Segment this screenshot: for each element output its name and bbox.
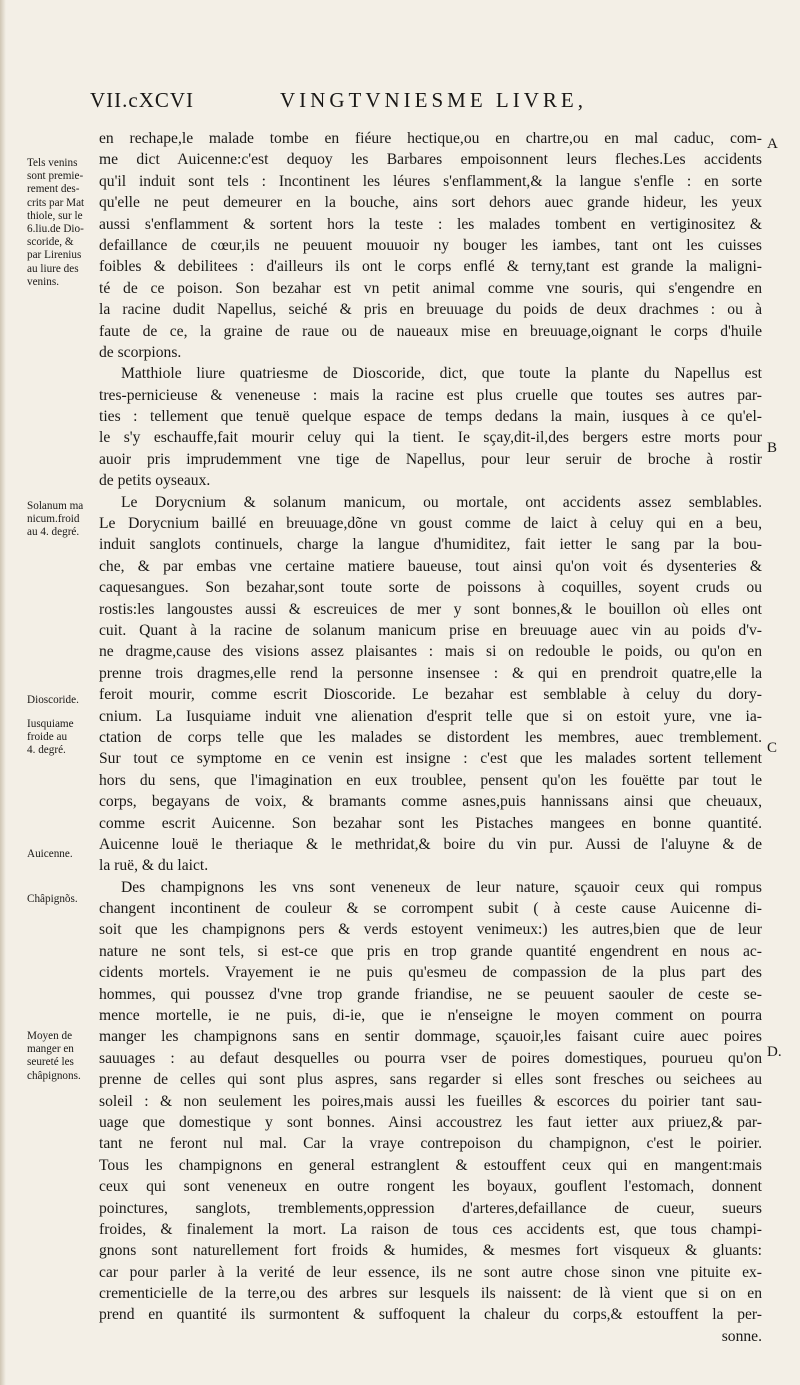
margin-note-line: Iusquiame [27,718,74,730]
text-line: manger les champignons sans en sentir dommage, sçauoir,les faisant cuire auec poires [99,1028,762,1046]
text-line: prend en quantité ils surmontent & suffoquent la chaleur du corps,& estouffent la per- [99,1306,762,1324]
text-line: té de ce poison. Son bezahar est vn petit animal comme vne souris, qui s'engendre en [99,279,762,297]
margin-note-line: sont premie- [27,170,84,183]
text-line: tant ne feront nul mal. Car la vraye contrepoison du champignon, c'est le poirier. [99,1135,762,1153]
text-line: froides, & finalement la mort. La raison de tous ces accidents est, que tous champi- [99,1220,762,1238]
text-line: foibles & debilitees : d'ailleurs ils ont le corps enflé & terny,tant est grande la maligni- [99,258,762,276]
text-line: aussi s'enflamment & sortent hors la teste : les malades tombent en vertiginositez & [99,215,762,233]
margin-note [27,848,101,861]
margin-note-line: manger en [27,1043,74,1056]
text-line: defaillance de cœur,ils ne peuuent mouuoir ny bouger les iambes, tant ont les cuisses [99,236,762,254]
text-line: Des champignons les vns sont veneneux de leur nature, sçauoir ceux qui rompus [121,878,762,896]
text-line: feroit mourir, comme escrit Dioscoride. Le bezahar est semblable à celuy du dory- [99,686,762,704]
text-line: ne dragme,cause des visions assez plaisantes : mais si on redouble le poids, ou qu'on en [99,643,762,661]
margin-note [27,694,101,707]
text-line: Sur tout ce symptome en ce venin est insigne : c'est que les malades sortent tellement [99,750,762,768]
text-line: cnium. La Iusquiame induit vne alienation d'esprit telle que si on estoit yure, vne ia- [99,707,762,725]
margin-note-line: thiole, sur le [27,209,83,222]
text-line: hommes, qui poussez d'vne trop grande friandise, ne se peuuent saouler de ceste se- [99,985,762,1003]
text-line: Le Dorycnium & solanum manicum, ou mortale, ont accidents assez semblables. [121,493,762,511]
text-line: rostis:les langoustes aussi & escreuices de mer y sont bonnes,& le bouillon où elles ont [99,600,762,618]
section-letter: C [767,740,778,756]
margin-note-line: venins. [27,275,60,288]
section-letter: D. [767,1044,782,1060]
text-line: prenne trois dragmes,elle rend la personne insensee : & qui en prendroit quatre,elle la [99,664,762,682]
margin-note-line: 4. degré. [27,744,66,757]
running-title: VINGTVNIESME LIVRE, [280,88,587,112]
text-line: induit sanglots continuels, charge la langue d'humiditez, fait ietter le sang par la bou- [99,536,762,554]
text-line: car pour parler à la verité de leur essence, ils ne sont autre chose sinon vne pituite ex- [99,1263,762,1281]
margin-note-line: châpignons. [27,1069,81,1082]
text-line: tres-pernicieuse & veneneuse : mais la racine est plus cruelle que toutes ses autres par- [99,386,762,404]
text-line: mence mortelle, ie ne puis, di-ie, que ie n'enseigne le moyen comment on pourra [99,1007,762,1025]
margin-note-line: Tels venins [27,157,78,169]
margin-note-line: scoride, & [27,236,74,249]
text-line: corps, begayans de voix, & bramants comme asnes,puis hannissans ainsi que cheuaux, [99,793,762,811]
text-line: hors du sens, que l'imagination en eux troublee, pensent qu'on les fouëtte par tout le [99,771,762,789]
text-line: cuit. Quant à la racine de solanum manicum prise en breuuage auec vin au poids d'v- [99,621,762,639]
margin-note-line: Auicenne. [27,848,73,860]
page-gutter-shadow [0,0,6,1385]
text-line: qu'elle ne peut demeurer en la bouche, ains sort dehors auec grande hideur, les yeux [99,194,762,212]
margin-note [27,500,101,540]
margin-note-line: crits par Mat [27,196,85,209]
text-line: le s'y eschauffe,fait mourir celuy qui la tient. Ie sçay,dit-il,des bergers estre morts pour [99,429,762,447]
text-line: ceux qui sont veneneux en outre rongent les boyaux, gouflent l'estomach, donnent [99,1178,762,1196]
text-line: crementicielle de la terre,ou des arbres sur lesquels ils naissent: de là vient que si on en [99,1285,762,1303]
margin-note [27,1030,101,1083]
text-line: sauuages : au defaut desquelles ou pourra vser de poires domestiques, pourueu qu'on [99,1049,762,1067]
text-line: sonne. [721,1327,762,1345]
margin-note-line: nicum.froid [27,513,80,526]
text-line: che, & par embas vne certaine matiere baueuse, tout ainsi qu'on voit és dysenteries & [99,557,762,575]
margin-note-line: 6.liu.de Dio- [27,223,84,236]
text-line: ties : tellement que tenuë quelque espace de temps dedans la main, iusques à ce qu'el- [99,408,762,426]
text-line: gnons sont naturellement fort froids & humides, & mesmes fort visqueux & gluants: [99,1242,762,1260]
margin-note-line: au 4. degré. [27,526,80,539]
text-line: prenne de celles qui sont plus aspres, sans regarder si elles sont fresches ou seichees au [99,1071,762,1089]
text-line: de scorpions. [99,343,182,361]
text-line: en rechape,le malade tombe en fiéure hectique,ou en chartre,ou en mal caduc, com- [99,130,762,147]
margin-note [27,157,101,289]
margin-note-line: Dioscoride. [27,694,79,706]
margin-note-line: au liure des [27,262,79,275]
margin-note-line: seureté les [27,1056,74,1069]
text-line: la racine dudit Napellus, seiché & pris en breuuage du poids de deux drachmes : ou à [99,301,762,319]
margin-note-line: froide au [27,731,68,744]
margin-note-line: rement des- [27,183,80,196]
text-line: poinctures, sanglots, tremblements,oppression d'arteres,defaillance de cueur, sueurs [99,1199,762,1217]
page-header [90,88,650,118]
text-line: nature ne sont tels, si est-ce que pris en trop grande quantité engendrent en nous ac- [99,942,762,960]
text-line: uage que domestique y sont bonnes. Ainsi accoustrez les faut ietter aux priuez,& par- [99,1113,762,1131]
text-line: soleil : & non seulement les poires,mais aussi les fueilles & escorces du poirier tant sau- [99,1092,762,1110]
text-line: comme escrit Auicenne. Son bezahar sont les Pistaches mangees en bonne quantité. [99,814,762,832]
margin-note [27,718,101,758]
text-line: Matthiole liure quatriesme de Dioscoride, dict, que toute la plante du Napellus est [121,365,762,383]
margin-note-line: Châpignõs. [27,893,78,905]
text-line: de petits oyseaux. [99,472,211,490]
margin-note-line: par Lirenius [27,249,82,262]
text-line: caquesangues. Son bezahar,sont toute sorte de poissons à coquilles, soyent cruds ou [99,579,762,597]
margin-note [27,893,101,906]
margin-note-line: Solanum ma [27,500,84,512]
body-text [99,128,762,1347]
section-letter: B [767,440,778,456]
text-line: cidents mortels. Vrayement ie ne puis qu'esmeu de compassion de la plus part des [99,964,762,982]
text-line: faute de ce, la graine de raue ou de naueaux mise en breuuage,oignant le corps d'huile [99,322,762,340]
text-line: soit que les champignons pers & verds estoyent venimeux:) les autres,bien que de leur [99,921,762,939]
text-line: changent incontinent de couleur & se corrompent subit ( à ceste cause Auicenne di- [99,900,762,918]
section-letter: A [767,136,778,152]
text-line: me dict Auicenne:c'est dequoy les Barbares empoisonnent leurs fleches.Les accidents [99,151,762,169]
text-line: la ruë, & du laict. [99,857,209,875]
text-line: auoir pris imprudemment vne tige de Napellus, pour leur seruir de broche à rostir [99,450,762,468]
text-line: qu'il induit sont tels : Incontinent les léures s'enflamment,& la langue s'enfle : en sorte [99,172,762,190]
folio-number: VII.cXCVI [90,88,195,112]
text-line: ctation de corps telle que les malades se distordent les membres, auec tremblement. [99,728,762,746]
text-line: Auicenne louë le theriaque & le methridat,& boire du vin pur. Aussi de l'aluyne & de [99,835,762,853]
text-line: Tous les champignons en general estranglent & estouffent ceux qui en mangent:mais [99,1156,762,1174]
text-line: Le Dorycnium baillé en breuuage,dõne vn goust comme de laict à celuy qui en a beu, [99,515,762,533]
margin-note-line: Moyen de [27,1030,73,1042]
